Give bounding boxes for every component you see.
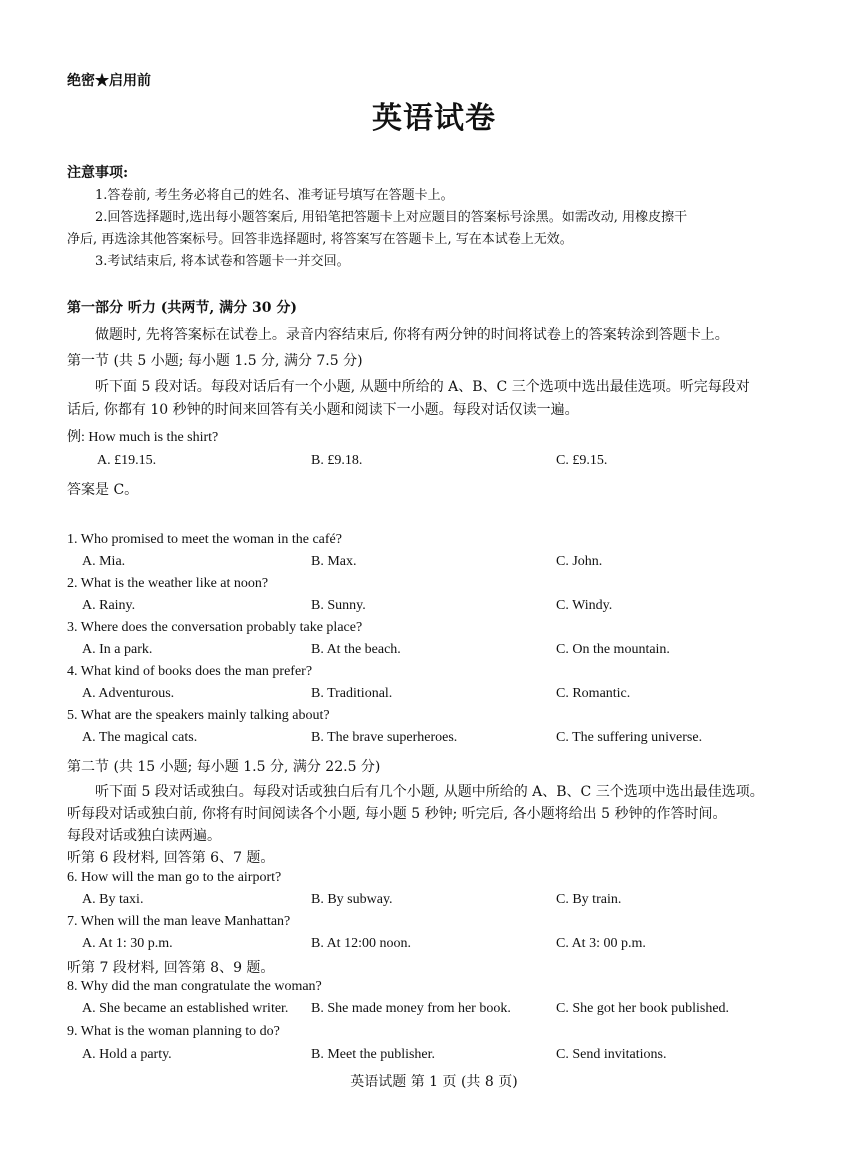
question-5-option-a: A. The magical cats. bbox=[82, 730, 198, 745]
confidential-label: 绝密★启用前 bbox=[67, 73, 151, 89]
section1-intro: 听下面 5 段对话。每段对话后有一个小题, 从题中所给的 A、B、C 三个选项中选出最佳选项。听完每段对 bbox=[95, 379, 750, 395]
question-4: 4. What kind of books does the man prefer? bbox=[67, 664, 313, 679]
notice-heading: 注意事项: bbox=[67, 165, 129, 181]
question-3-option-c: C. On the mountain. bbox=[556, 642, 670, 657]
question-6-option-c: C. By train. bbox=[556, 892, 622, 907]
section2-intro-cont-2: 每段对话或独白读两遍。 bbox=[67, 828, 221, 844]
question-7-option-b: B. At 12:00 noon. bbox=[311, 936, 411, 951]
section2-heading: 第二节 (共 15 小题; 每小题 1.5 分, 满分 22.5 分) bbox=[67, 759, 381, 775]
question-4-option-a: A. Adventurous. bbox=[82, 686, 175, 701]
question-2: 2. What is the weather like at noon? bbox=[67, 576, 269, 591]
example-option-a: A. £19.15. bbox=[97, 453, 157, 468]
question-9-option-a: A. Hold a party. bbox=[82, 1047, 172, 1062]
question-7-option-c: C. At 3: 00 p.m. bbox=[556, 936, 646, 951]
question-9-option-c: C. Send invitations. bbox=[556, 1047, 667, 1062]
question-7-option-a: A. At 1: 30 p.m. bbox=[82, 936, 173, 951]
question-2-option-a: A. Rainy. bbox=[82, 598, 136, 613]
part1-intro: 做题时, 先将答案标在试卷上。录音内容结束后, 你将有两分钟的时间将试卷上的答案转涂到答题卡上。 bbox=[95, 327, 729, 343]
question-2-option-c: C. Windy. bbox=[556, 598, 613, 613]
question-6: 6. How will the man go to the airport? bbox=[67, 870, 282, 885]
question-1-option-b: B. Max. bbox=[311, 554, 357, 569]
notice-item-3: 3.考试结束后, 将本试卷和答题卡一并交回。 bbox=[95, 254, 350, 269]
question-6-option-b: B. By subway. bbox=[311, 892, 393, 907]
page-title: 英语试卷 bbox=[372, 101, 496, 136]
material-7-label: 听第 7 段材料, 回答第 8、9 题。 bbox=[67, 960, 275, 976]
question-8-option-b: B. She made money from her book. bbox=[311, 1001, 511, 1016]
question-3-option-b: B. At the beach. bbox=[311, 642, 401, 657]
page-footer: 英语试题 第 1 页 (共 8 页) bbox=[350, 1074, 518, 1090]
question-5-option-c: C. The suffering universe. bbox=[556, 730, 703, 745]
section1-intro-cont: 话后, 你都有 10 秒钟的时间来回答有关小题和阅读下一小题。每段对话仅读一遍。 bbox=[67, 402, 579, 418]
example-option-b: B. £9.18. bbox=[311, 453, 363, 468]
question-3-option-a: A. In a park. bbox=[82, 642, 153, 657]
question-4-option-b: B. Traditional. bbox=[311, 686, 393, 701]
question-1: 1. Who promised to meet the woman in the café? bbox=[67, 532, 342, 547]
section1-heading: 第一节 (共 5 小题; 每小题 1.5 分, 满分 7.5 分) bbox=[67, 353, 363, 369]
notice-item-1: 1.答卷前, 考生务必将自己的姓名、准考证号填写在答题卡上。 bbox=[95, 188, 454, 203]
notice-item-2-cont: 净后, 再选涂其他答案标号。回答非选择题时, 将答案写在答题卡上, 写在本试卷上无效。 bbox=[67, 232, 573, 247]
question-9-option-b: B. Meet the publisher. bbox=[311, 1047, 436, 1062]
question-9: 9. What is the woman planning to do? bbox=[67, 1024, 280, 1039]
section2-intro-cont-1: 听每段对话或独白前, 你将有时间阅读各个小题, 每小题 5 秒钟; 听完后, 各小题将给出 5 秒钟的作答时间。 bbox=[67, 806, 727, 822]
question-7: 7. When will the man leave Manhattan? bbox=[67, 914, 291, 929]
example-question: 例: How much is the shirt? bbox=[67, 430, 219, 445]
notice-item-2: 2.回答选择题时,选出每小题答案后, 用铅笔把答题卡上对应题目的答案标号涂黑。如需改动, 用橡皮擦干 bbox=[95, 210, 688, 225]
example-option-c: C. £9.15. bbox=[556, 453, 608, 468]
example-answer: 答案是 C。 bbox=[67, 482, 139, 498]
question-2-option-b: B. Sunny. bbox=[311, 598, 366, 613]
section2-intro: 听下面 5 段对话或独白。每段对话或独白后有几个小题, 从题中所给的 A、B、C 三个选项中选出最佳选项。 bbox=[95, 784, 764, 800]
part1-heading: 第一部分 听力 (共两节, 满分 30 分) bbox=[67, 300, 297, 316]
question-3: 3. Where does the conversation probably take place? bbox=[67, 620, 363, 635]
question-5: 5. What are the speakers mainly talking about? bbox=[67, 708, 330, 723]
question-8-option-c: C. She got her book published. bbox=[556, 1001, 730, 1016]
question-1-option-c: C. John. bbox=[556, 554, 603, 569]
question-1-option-a: A. Mia. bbox=[82, 554, 126, 569]
question-5-option-b: B. The brave superheroes. bbox=[311, 730, 458, 745]
question-4-option-c: C. Romantic. bbox=[556, 686, 631, 701]
question-8: 8. Why did the man congratulate the woman? bbox=[67, 979, 322, 994]
question-6-option-a: A. By taxi. bbox=[82, 892, 144, 907]
question-8-option-a: A. She became an established writer. bbox=[82, 1001, 289, 1016]
material-6-label: 听第 6 段材料, 回答第 6、7 题。 bbox=[67, 850, 275, 866]
